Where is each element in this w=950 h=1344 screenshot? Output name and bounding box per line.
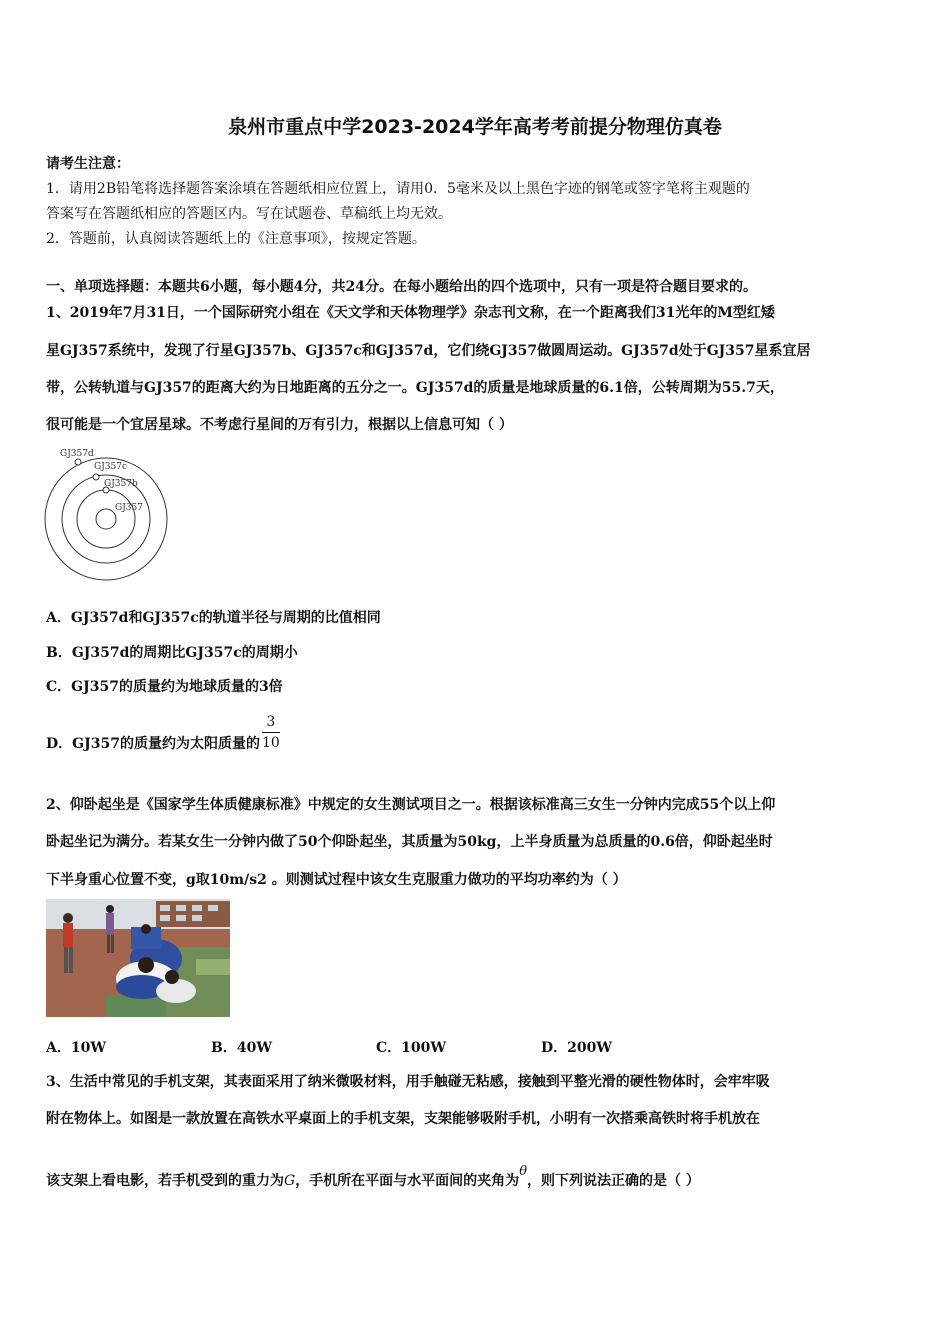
label-gj357c: GJ357c	[94, 462, 128, 472]
notice-item-2: 2．答题前，认真阅读答题纸上的《注意事项》，按规定答题。	[46, 231, 426, 247]
q3-line-3	[46, 1164, 700, 1190]
q1-line-4: 很可能是一个宜居星球。不考虑行星间的万有引力，根据以上信息可知（ ）	[46, 417, 513, 433]
q2-option-b: B．40W	[211, 1040, 273, 1056]
section-1-heading: 一、单项选择题：本题共6小题，每小题4分，共24分。在每小题给出的四个选项中，只有一项是符合题目要求的。	[46, 279, 757, 295]
label-gj357b: GJ357b	[104, 479, 138, 489]
notice-heading: 请考生注意：	[46, 156, 130, 172]
fraction	[262, 712, 280, 753]
q1-option-c: C．GJ357的质量约为地球质量的3倍	[46, 679, 283, 695]
q1-line-1: 1、2019年7月31日，一个国际研究小组在《天文学和天体物理学》杂志刊文称，在一个距离我们31光年的M型红矮	[46, 305, 775, 321]
q1-line-2: 星GJ357系统中，发现了行星GJ357b、GJ357c和GJ357d，它们绕GJ357做圆周运动。GJ357d处于GJ357星系宜居	[46, 343, 811, 359]
q1-option-b: B．GJ357d的周期比GJ357c的周期小	[46, 645, 298, 661]
label-gj357: GJ357	[115, 503, 143, 513]
q2-line-2: 卧起坐记为满分。若某女生一分钟内做了50个仰卧起坐，其质量为50kg，上半身质量为总质量的0.6倍，仰卧起坐时	[46, 834, 773, 850]
q3-line-2: 附在物体上。如图是一款放置在高铁水平桌面上的手机支架，支架能够吸附手机，小明有一次搭乘高铁时将手机放在	[46, 1111, 760, 1127]
orbit-diagram	[40, 443, 180, 583]
q2-option-c: C．100W	[376, 1040, 447, 1056]
q3-line-1: 3、生活中常见的手机支架，其表面采用了纳米微吸材料，用手触碰无粘感，接触到平整光滑的硬性物体时，会牢牢吸	[46, 1074, 770, 1090]
q2-line-3: 下半身重心位置不变，g取10m/s2 。则测试过程中该女生克服重力做功的平均功率约为（ ）	[46, 872, 627, 888]
q2-line-1: 2、仰卧起坐是《国家学生体质健康标准》中规定的女生测试项目之一。根据该标准高三女生一分钟内完成55个以上仰	[46, 797, 776, 813]
q1-option-d-text: D．GJ357的质量约为太阳质量的	[46, 736, 260, 752]
q3-line-3-part-b: ，手机所在平面与水平面间的夹角为	[295, 1173, 520, 1189]
situp-test-photo	[46, 899, 230, 1017]
page-title: 泉州市重点中学2023-2024学年高考考前提分物理仿真卷	[228, 116, 722, 138]
label-gj357d: GJ357d	[60, 449, 94, 459]
q2-option-d: D．200W	[541, 1040, 613, 1056]
q1-line-3: 带，公转轨道与GJ357的距离大约为日地距离的五分之一。GJ357d的质量是地球质量的6.1倍，公转周期为55.7天，	[46, 380, 784, 396]
fraction-denominator: 10	[261, 734, 280, 751]
q3-line-3-part-c: ，则下列说法正确的是（ ）	[527, 1173, 700, 1189]
fraction-numerator: 3	[262, 712, 280, 733]
q1-option-d	[46, 711, 280, 753]
q2-option-a: A．10W	[46, 1040, 107, 1056]
q1-option-a: A．GJ357d和GJ357c的轨道半径与周期的比值相同	[46, 610, 381, 626]
theta-symbol: θ	[519, 1164, 528, 1179]
notice-item-1-line-1: 1．请用2B铅笔将选择题答案涂填在答题纸相应位置上，请用0．5毫米及以上黑色字迹的钢笔或签字笔将主观题的	[46, 181, 750, 197]
gravity-symbol: G	[284, 1173, 296, 1189]
notice-item-1-line-2: 答案写在答题纸相应的答题区内。写在试题卷、草稿纸上均无效。	[46, 206, 452, 222]
q3-line-3-part-a: 该支架上看电影，若手机受到的重力为	[46, 1173, 284, 1189]
